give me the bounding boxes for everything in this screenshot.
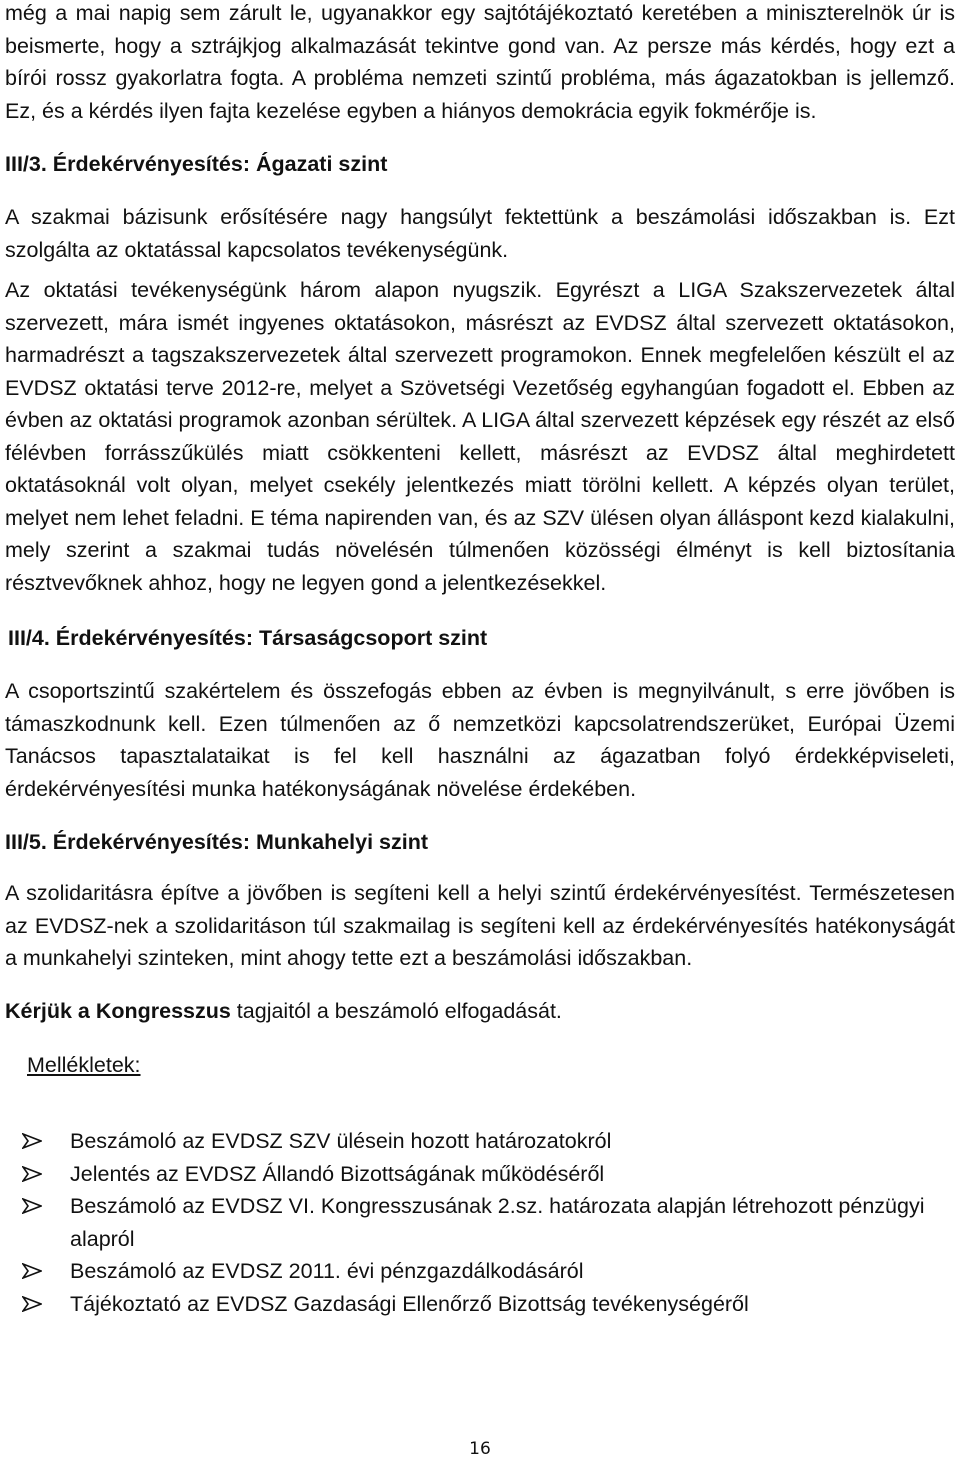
attachment-label: Beszámoló az EVDSZ VI. Kongresszusának 2.sz. határozata alapján létrehozott pénzügyi alapról <box>70 1194 925 1251</box>
page-number: 16 <box>469 1439 491 1459</box>
paragraph-5: A szolidaritásra építve a jövőben is segíteni kell a helyi szintű érdekérvényesítést. Természetesen az EVDSZ-nek a szolidaritáson túl szakmailag is segíteni kell az érdekérvényesítés hatékonyságát a munkahelyi szinteken, mint ahogy tette ezt a beszámolási időszakban. <box>5 881 955 970</box>
arrowhead-bullet-icon <box>22 1166 42 1182</box>
arrowhead-bullet-icon <box>22 1198 42 1214</box>
attachment-label: Beszámoló az EVDSZ SZV ülésein hozott határozatokról <box>70 1129 612 1153</box>
attachment-label: Beszámoló az EVDSZ 2011. évi pénzgazdálkodásáról <box>70 1259 584 1283</box>
paragraph-3b: Az oktatási tevékenységünk három alapon nyugszik. Egyrészt a LIGA Szakszervezetek által szervezett, mára ismét ingyenes oktatásokon, másrészt az EVDSZ által szervezett oktatásokon, harmadrészt a tagszakszervezetek által szervezett programokon. Ennek megfelelően készült el az EVDSZ oktatási terve 2012-re, melyet a Szövetségi Vezetőség egyhangúan fogadott el. Ebben az évben az oktatási programok azonban sérültek. A LIGA által szervezett képzések egy részét az első félévben forrásszűkülés miatt csökkenteni kellett, másrészt az EVDSZ által meghirdetett oktatásoknál volt olyan, melyet csekély jelentkezés miatt törölni kellett. A képzés olyan terület, melyet nem lehet feladni. E téma napirenden van, és az SZV ülésen olyan álláspont kezd kialakulni, mely szerint a szakmai tudás növelésén túlmenően közösségi élményt is kell biztosítania résztvevőknek ahhoz, hogy ne legyen gond a jelentkezésekkel. <box>5 278 955 595</box>
paragraph-top: még a mai napig sem zárult le, ugyanakkor egy sajtótájékoztató keretében a miniszterelnök úr is beismerte, hogy a sztrájkjog alkalmazását tekintve gond van. Az persze más kérdés, hogy ezt a bírói rossz gyakorlatra fogta. A probléma nemzeti szintű probléma, más ágazatokban is jellemző. Ez, és a kérdés ilyen fajta kezelése egyben a hiányos demokrácia egyik fokmérője is. <box>5 1 955 123</box>
list-item <box>5 1158 955 1191</box>
request-paragraph <box>5 995 955 1028</box>
list-item <box>5 1288 955 1321</box>
list-item <box>5 1125 955 1158</box>
attachments-label: Mellékletek: <box>27 1053 141 1077</box>
attachments-list <box>5 1125 955 1320</box>
heading-iii-3: III/3. Érdekérvényesítés: Ágazati szint <box>5 152 388 176</box>
request-rest: tagjaitól a beszámoló elfogadását. <box>230 998 562 1023</box>
attachment-label: Jelentés az EVDSZ Állandó Bizottságának működéséről <box>70 1161 605 1186</box>
document-page <box>5 0 955 1320</box>
list-item <box>5 1190 955 1255</box>
arrowhead-bullet-icon <box>22 1133 42 1149</box>
list-item <box>5 1255 955 1288</box>
attachment-label: Tájékoztató az EVDSZ Gazdasági Ellenőrző Bizottság tevékenységéről <box>70 1291 749 1316</box>
request-bold: Kérjük a Kongresszus <box>5 998 231 1023</box>
paragraph-4: A csoportszintű szakértelem és összefogás ebben az évben is megnyilvánult, s erre jövőben is támaszkodnunk kell. Ezen túlmenően az ő nemzetközi kapcsolatrendszerüket, Európai Üzemi Tanácsos tapasztalataikat is fel kell használni az ágazatban folyó érdekképviseleti, érdekérvényesítési munka hatékonyságának növelése érdekében. <box>5 679 955 801</box>
arrowhead-bullet-icon <box>22 1263 42 1279</box>
paragraph-3a: A szakmai bázisunk erősítésére nagy hangsúlyt fektettünk a beszámolási időszakban is. Ezt szolgálta az oktatással kapcsolatos tevékenységünk. <box>5 205 955 262</box>
heading-iii-4: III/4. Érdekérvényesítés: Társaságcsoport szint <box>8 626 488 650</box>
heading-iii-5: III/5. Érdekérvényesítés: Munkahelyi szint <box>5 830 429 854</box>
arrowhead-bullet-icon <box>22 1296 42 1312</box>
